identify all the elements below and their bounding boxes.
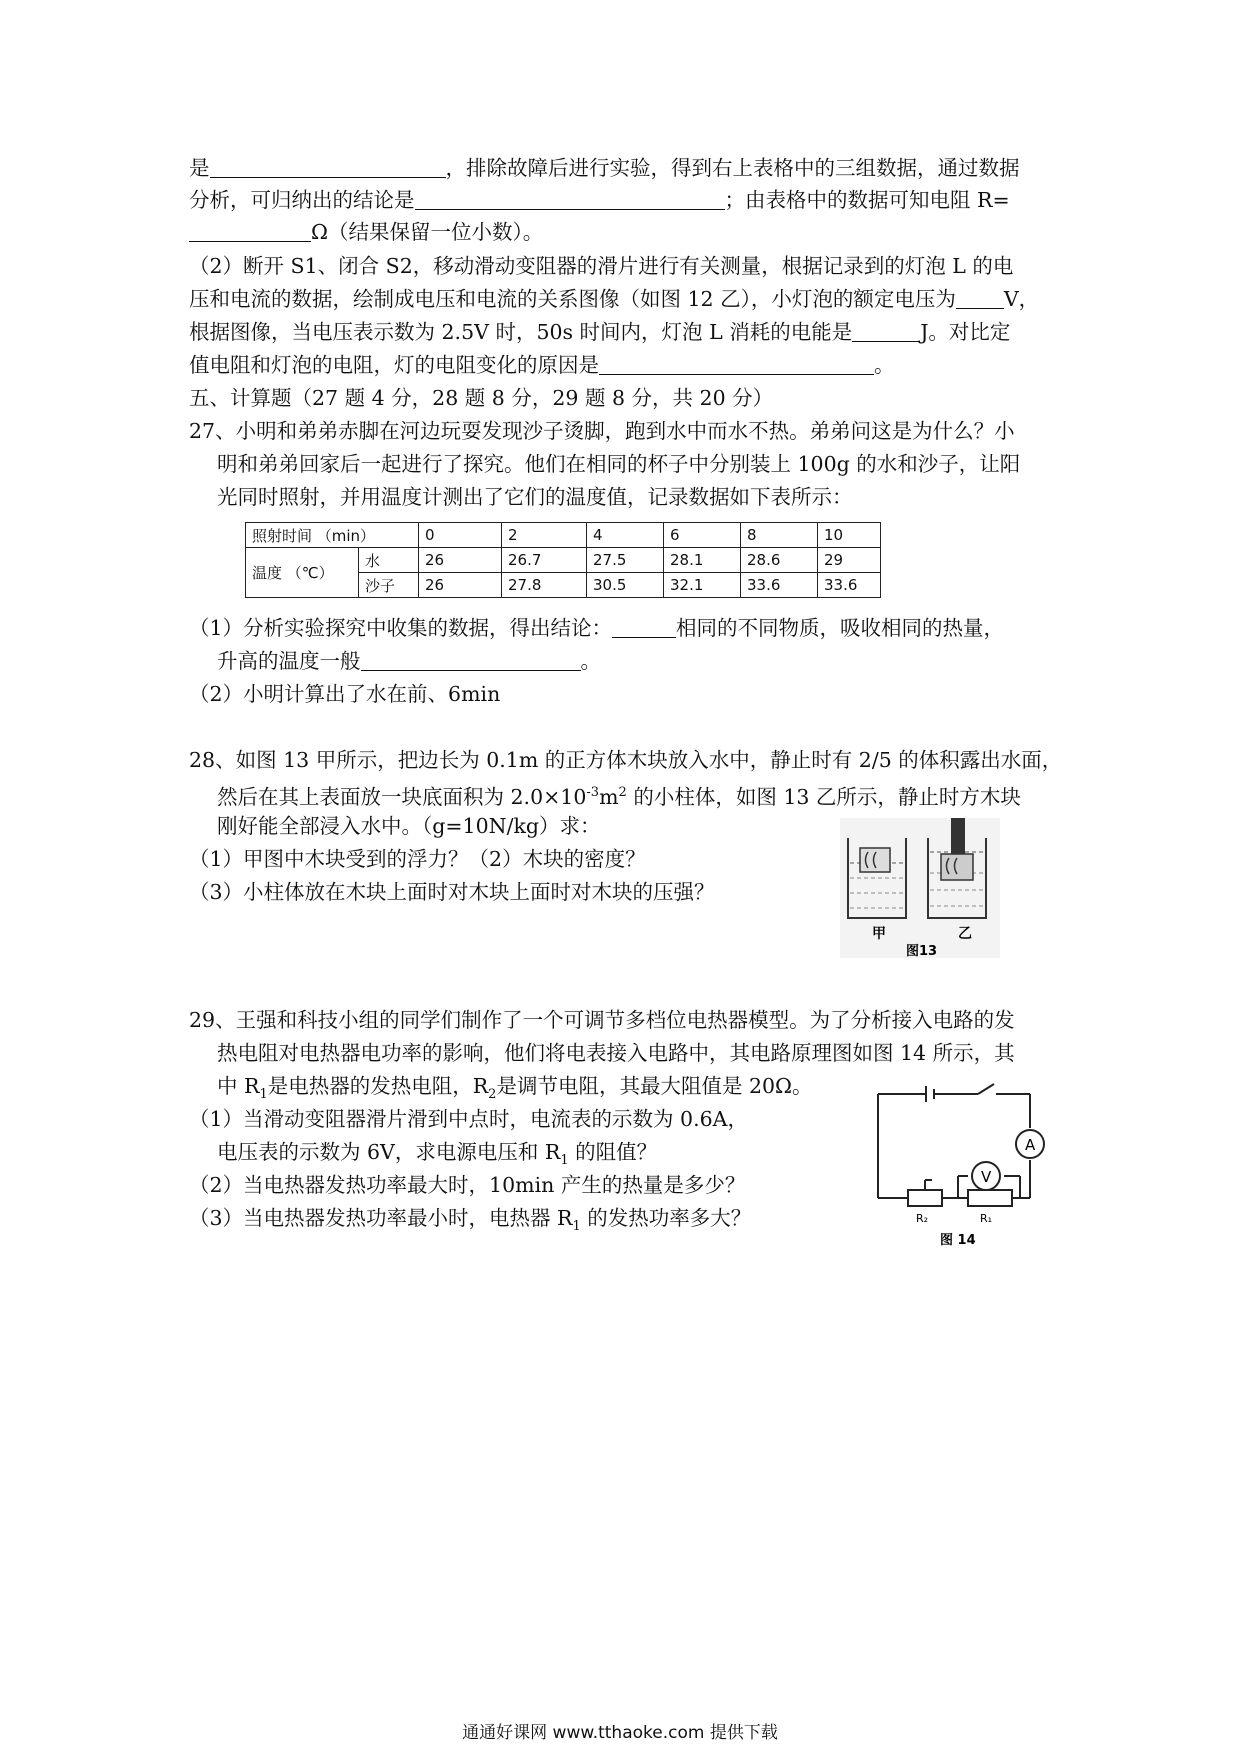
q29-part1-line1: （1）当滑动变阻器滑片滑到中点时，电流表的示数为 0.6A， [189, 1107, 748, 1131]
q29-part2: （2）当电热器发热功率最大时，10min 产生的热量是多少？ [189, 1173, 746, 1197]
r2-label: R₂ [916, 1212, 929, 1225]
voltmeter [972, 1162, 1000, 1190]
section-title: 五、计算题（27 题 4 分，28 题 8 分，29 题 8 分，共 20 分） [189, 386, 774, 410]
table-cell: 33.6 [741, 573, 818, 598]
q27-part1-line2: 升高的温度一般 。 [217, 649, 601, 673]
table-cell: 27.8 [502, 573, 587, 598]
q29-part1-line2: 电压表的示数为 6V，求电源电压和 $R_1$ 的阻值？ [217, 1140, 658, 1169]
table-cell: 26.7 [502, 548, 587, 573]
answer-blank[interactable] [415, 187, 725, 210]
figure-caption: 图13 [906, 944, 938, 958]
answer-blank[interactable] [189, 219, 311, 242]
resistor-r1 [968, 1190, 1012, 1206]
q28-part3: （3）小柱体放在木块上面时对木块上面时对木块的压强？ [189, 880, 715, 904]
figure-label-a: 甲 [872, 926, 886, 942]
temperature-table [245, 522, 881, 598]
q26-part2-line1: （2）断开 S1、闭合 S2，移动滑动变阻器的滑片进行有关测量，根据记录到的灯泡 L 的电 [189, 254, 1014, 278]
resistor-r2 [908, 1190, 942, 1206]
table-cell: 32.1 [664, 573, 741, 598]
q28-line2: 然后在其上表面放一块底面积为 $2.0\times 10^{-3}m^2$ 的小柱体，如图 13 乙所示，静止时方木块 [217, 784, 1021, 809]
table-header-cell: 水 [359, 548, 419, 573]
q26-line2: 分析，可归纳出的结论是 ；由表格中的数据可知电阻 R= [189, 188, 1010, 212]
figure-13 [840, 818, 1000, 958]
table-cell: 26 [419, 573, 502, 598]
table-cell: 8 [741, 523, 818, 548]
q29-line1: 29、王强和科技小组的同学们制作了一个可调节多档位电热器模型。为了分析接入电路的发 [189, 1008, 1015, 1032]
table-cell: 26 [419, 548, 502, 573]
q28-line1: 28、如图 13 甲所示，把边长为 0.1m 的正方体木块放入水中，静止时有 2/5 的体积露出水面， [189, 748, 1063, 772]
footer: 通通好课网 www.tthaoke.com 提供下载 [462, 1723, 778, 1743]
voltmeter-label: V [981, 1168, 992, 1186]
answer-blank[interactable] [852, 319, 920, 342]
answer-blank[interactable] [612, 615, 676, 638]
table-cell: 6 [664, 523, 741, 548]
table-header-cell: 沙子 [359, 573, 419, 598]
answer-blank[interactable] [599, 352, 874, 375]
q27-line3: 光同时照射，并用温度计测出了它们的温度值，记录数据如下表所示： [217, 485, 853, 509]
q26-line1: 是 ，排除故障后进行实验，得到右上表格中的三组数据，通过数据 [189, 156, 1020, 180]
switch-lever [978, 1084, 994, 1094]
q29-part3: （3）当电热器发热功率最小时，电热器 $R_1$ 的发热功率多大？ [189, 1206, 752, 1235]
q28-part1-2: （1）甲图中木块受到的浮力？（2）木块的密度？ [189, 847, 646, 871]
q28-line3: 刚好能全部浸入水中。（g=10N/kg）求： [217, 814, 601, 838]
q27-line2: 明和弟弟回家后一起进行了探究。他们在相同的杯子中分别装上 100g 的水和沙子，让阳 [217, 452, 1021, 476]
table-cell: 27.5 [587, 548, 664, 573]
ammeter-label: A [1025, 1136, 1036, 1154]
q26-part2-line3: 根据图像，当电压表示数为 2.5V 时，50s 时间内，灯泡 L 消耗的电能是 J。对比定 [189, 320, 1011, 344]
q26-part2-line4: 值电阻和灯泡的电阻，灯的电阻变化的原因是 。 [189, 353, 895, 377]
answer-blank[interactable] [361, 648, 581, 671]
table-cell: 2 [502, 523, 587, 548]
table-cell: 28.6 [741, 548, 818, 573]
q29-line2: 热电阻对电热器电功率的影响，他们将电表接入电路中，其电路原理图如图 14 所示，其 [217, 1041, 1015, 1065]
q27-part1-line1: （1）分析实验探究中收集的数据，得出结论： 相同的不同物质，吸收相同的热量， [189, 616, 1005, 640]
table-row [246, 523, 881, 548]
table-cell: 33.6 [818, 573, 881, 598]
table-cell: 4 [587, 523, 664, 548]
q26-part2-line2: 压和电流的数据，绘制成电压和电流的关系图像（如图 12 乙），小灯泡的额定电压为 V， [189, 287, 1040, 311]
figure-14-circuit [868, 1080, 1048, 1252]
q26-line3: Ω（结果保留一位小数）。 [189, 216, 543, 248]
r1-label: R₁ [980, 1212, 993, 1225]
table-cell: 10 [818, 523, 881, 548]
table-cell: 0 [419, 523, 502, 548]
figure-caption: 图 14 [940, 1233, 976, 1248]
figure-label-b: 乙 [958, 926, 972, 942]
table-cell: 30.5 [587, 573, 664, 598]
q29-line3: 中 $R_1$是电热器的发热电阻，$R_2$是调节电阻，其最大阻值是 20Ω。 [217, 1074, 813, 1103]
table-header-cell: 温度 （℃） [246, 548, 359, 598]
q27-part2: （2）小明计算出了水在前、6min [189, 682, 501, 706]
table-row [246, 548, 881, 573]
table-cell: 28.1 [664, 548, 741, 573]
table-header-cell: 照射时间 （min） [246, 523, 419, 548]
q27-line1: 27、小明和弟弟赤脚在河边玩耍发现沙子烫脚，跑到水中而水不热。弟弟问这是为什么？小 [189, 419, 1015, 443]
answer-blank[interactable] [956, 286, 1004, 309]
ammeter [1016, 1130, 1044, 1158]
answer-blank[interactable] [210, 155, 446, 178]
table-cell: 29 [818, 548, 881, 573]
